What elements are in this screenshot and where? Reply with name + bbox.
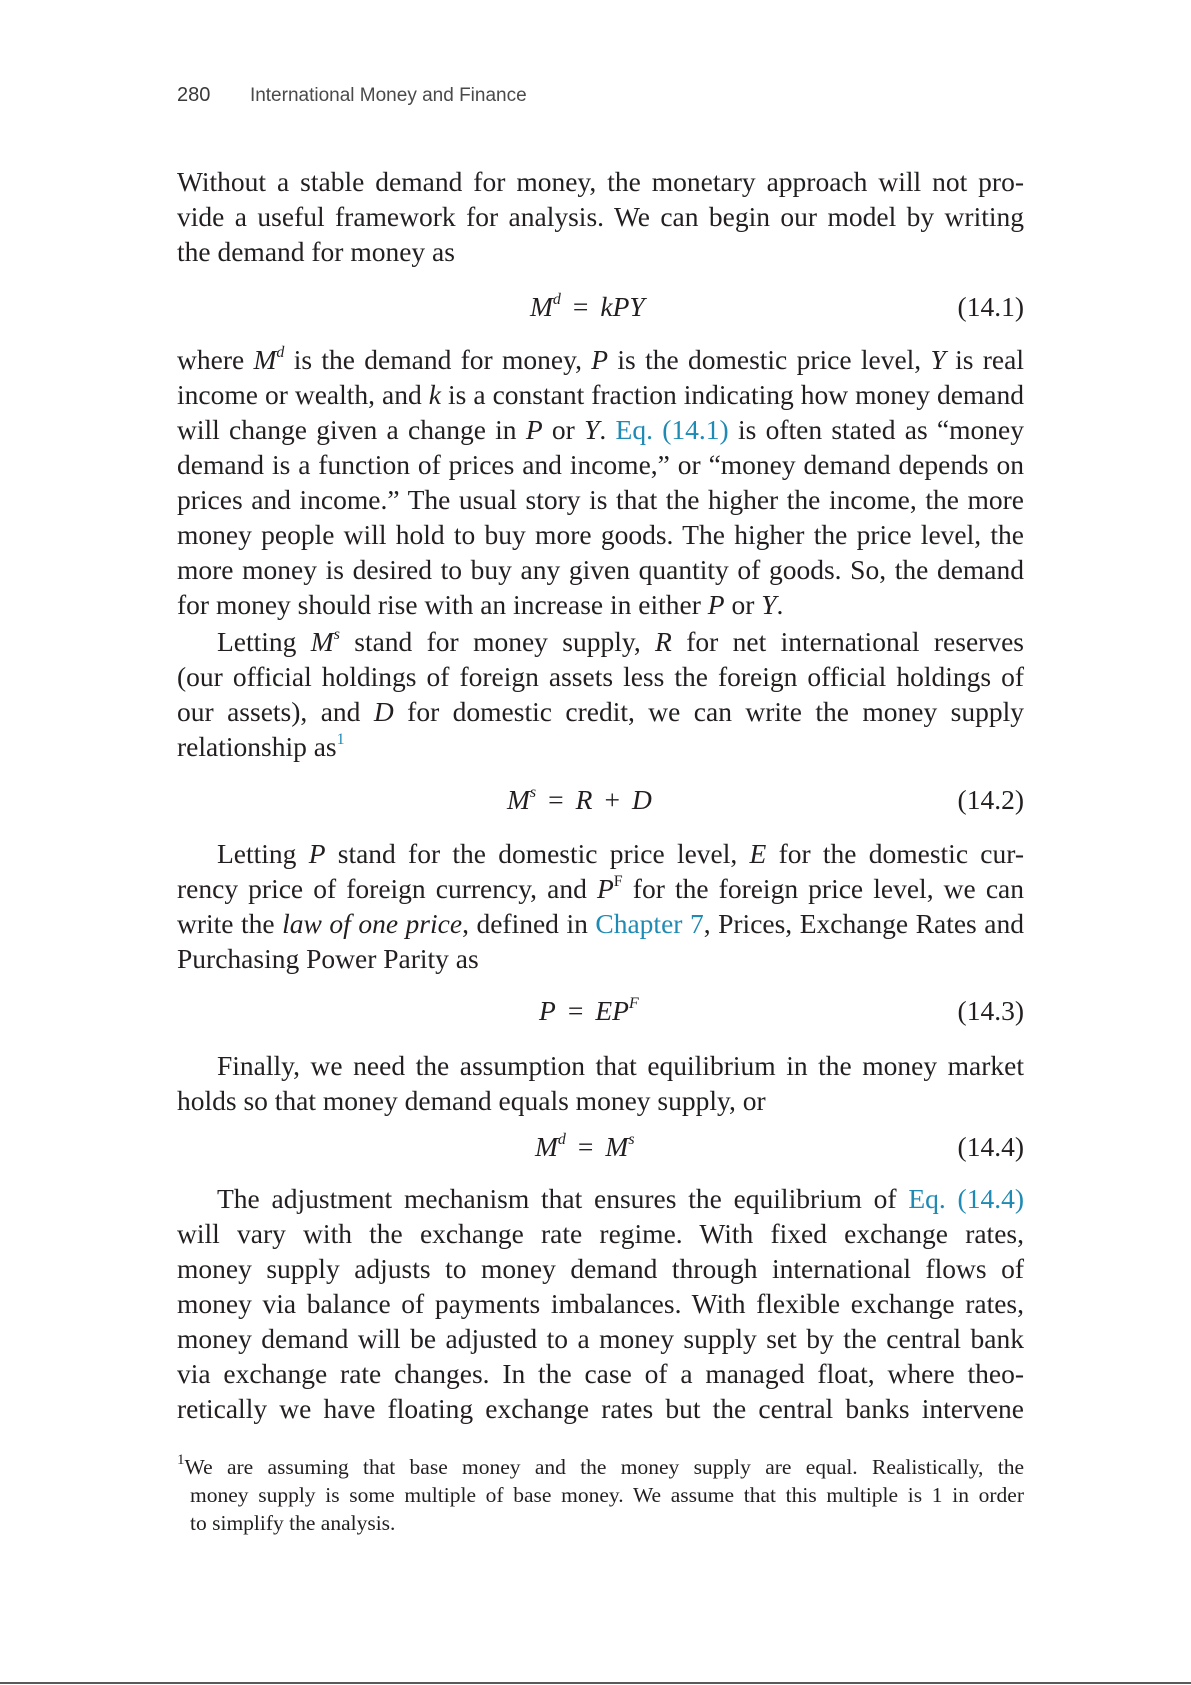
- equation-14-1: [177, 289, 1024, 325]
- footnote: [177, 1453, 1024, 1537]
- chapter-7-link[interactable]: Chapter 7: [595, 908, 704, 939]
- equation-formula: $M^d$ = kPY: [530, 291, 645, 322]
- footnote-marker: 1: [177, 1452, 185, 1469]
- text-line: money people will hold to buy more goods. The higher the price level, the: [177, 519, 1024, 550]
- page-number: 280: [177, 84, 211, 106]
- text-line: write the law of one price, defined in Chapter 7, Prices, Exchange Rates and: [177, 908, 1024, 939]
- text-line: income or wealth, and k is a constant fraction indicating how money demand: [177, 379, 1025, 410]
- text-line: money supply adjusts to money demand through international flows of: [177, 1253, 1024, 1284]
- text-line: more money is desired to buy any given quantity of goods. So, the demand: [177, 554, 1024, 585]
- text-line: demand is a function of prices and income,” or “money demand depends on: [177, 449, 1024, 480]
- text-line: Finally, we need the assumption that equilibrium in the money market: [217, 1050, 1024, 1081]
- text-line: (our official holdings of foreign assets less the foreign official holdings of: [177, 661, 1024, 692]
- text-line: the demand for money as: [177, 236, 455, 267]
- text-line: retically we have floating exchange rates but the central banks intervene: [177, 1393, 1024, 1424]
- text-line: relationship $as^1$: [177, 731, 345, 762]
- text-line: The adjustment mechanism that ensures the equilibrium of Eq. (14.4): [217, 1183, 1024, 1214]
- paragraph-2: [177, 342, 1024, 622]
- text-line: for money should rise with an increase in either P or Y.: [177, 589, 784, 620]
- text-line: money via balance of payments imbalances. With flexible exchange rates,: [177, 1288, 1024, 1319]
- equation-formula: $M^d = M^s$: [535, 1131, 635, 1162]
- running-head: [177, 84, 527, 107]
- text-line: Letting $M^s$ stand for money supply, R for net international reserves: [217, 626, 1024, 657]
- text-line: prices and income.” The usual story is that the higher the income, the more: [177, 484, 1024, 515]
- text-line: via exchange rate changes. In the case of a managed float, where theo-: [177, 1358, 1024, 1389]
- equation-formula: $M^s = R + D$: [507, 784, 652, 815]
- equation-number: (14.4): [957, 1131, 1024, 1162]
- paragraph-1: [177, 164, 1024, 269]
- text-line: where $M^d$ is the demand for money, P is the domestic price level, Y is real: [177, 344, 1024, 375]
- text-line: money demand will be adjusted to a money supply set by the central bank: [177, 1323, 1024, 1354]
- text-line: Without a stable demand for money, the monetary approach will not pro-: [177, 166, 1024, 197]
- equation-14-4: [177, 1129, 1024, 1165]
- paragraph-3: [177, 624, 1024, 764]
- footnote-line: to simplify the analysis.: [190, 1511, 396, 1535]
- eq-14-4-link[interactable]: Eq. (14.4): [908, 1183, 1024, 1214]
- text-line: vide a useful framework for analysis. We can begin our model by writing: [177, 201, 1024, 232]
- footnote-line: $^1$We are assuming that base money and the money supply are equal. Realistically, the: [177, 1452, 1024, 1479]
- eq-14-1-link[interactable]: Eq. (14.1): [615, 414, 729, 445]
- text-line: holds so that money demand equals money supply, or: [177, 1085, 766, 1116]
- equation-number: (14.1): [957, 291, 1024, 322]
- text-line: will change given a change in P or Y. Eq. (14.1) is often stated as “money: [177, 414, 1024, 445]
- page-bottom-rule: [0, 1682, 1191, 1684]
- equation-14-3: [177, 993, 1024, 1029]
- footnote-1-link[interactable]: 1: [336, 731, 345, 749]
- equation-number: (14.3): [957, 995, 1024, 1026]
- equation-number: (14.2): [957, 784, 1024, 815]
- text-line: rency price of foreign currency, and $P^F$ for the foreign price level, we can: [177, 873, 1025, 904]
- equation-14-2: [177, 782, 1024, 818]
- footnote-line: money supply is some multiple of base money. We assume that this multiple is 1 in order: [190, 1483, 1024, 1507]
- text-line: will vary with the exchange rate regime. With fixed exchange rates,: [177, 1218, 1024, 1249]
- text-line: our assets), and D for domestic credit, we can write the money supply: [177, 696, 1024, 727]
- text-line: Letting P stand for the domestic price level, E for the domestic cur-: [217, 838, 1024, 869]
- paragraph-5: [177, 1048, 1024, 1118]
- paragraph-6: [177, 1181, 1024, 1426]
- equation-formula: $P = EP^F$: [539, 995, 639, 1026]
- running-title: International Money and Finance: [249, 85, 527, 106]
- text-line: Purchasing Power Parity as: [177, 943, 479, 974]
- paragraph-4: [177, 836, 1024, 976]
